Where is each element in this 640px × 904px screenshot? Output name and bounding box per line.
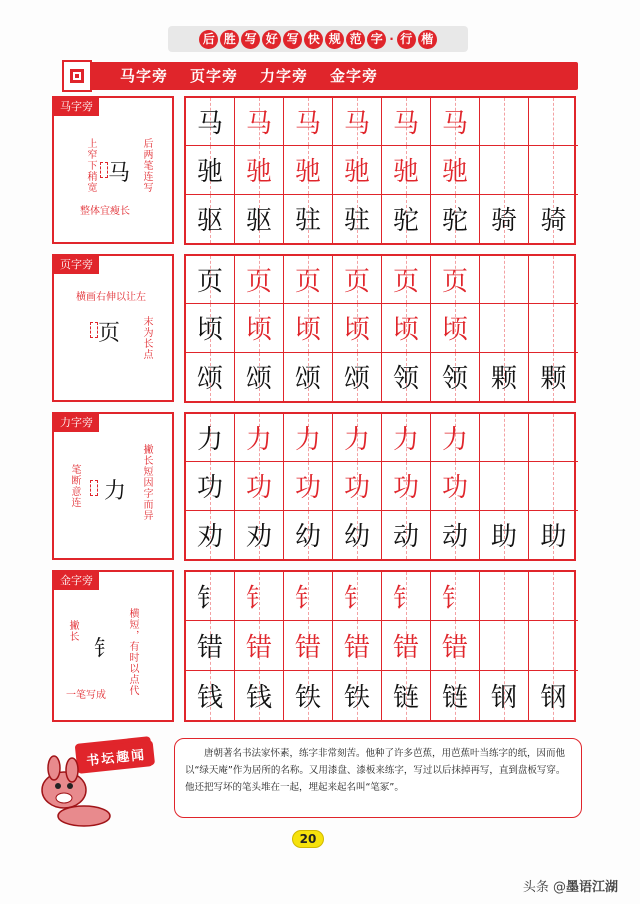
practice-cell (480, 256, 529, 304)
practice-cell (235, 146, 284, 194)
practice-cell (480, 621, 529, 670)
practice-cell (382, 304, 431, 352)
guide-mark (90, 322, 98, 338)
guide-note-bottom: 整体宜瘦长 (80, 206, 130, 217)
practice-cell (235, 671, 284, 720)
practice-cell (382, 671, 431, 720)
radical-sample: 钅 (94, 637, 117, 662)
practice-cell (235, 195, 284, 243)
radical-guide-jin (52, 570, 174, 722)
practice-cell (480, 98, 529, 146)
practice-char: 力 (196, 425, 223, 456)
watermark-name: 墨语江湖 (565, 880, 618, 895)
guide-note-top: 横画右伸以让左 (76, 292, 146, 303)
radical-sample: 马 (108, 161, 131, 186)
practice-char: 颗 (540, 364, 567, 395)
guide-note-bottom: 一笔写成 (66, 690, 106, 701)
practice-char: 助 (540, 522, 567, 553)
banner-char: 规 (325, 30, 344, 49)
practice-char: 页 (196, 267, 223, 298)
practice-char: 错 (441, 632, 468, 663)
practice-char: 链 (392, 682, 419, 713)
practice-char: 力 (441, 425, 468, 456)
practice-cell (480, 462, 529, 510)
practice-cell (235, 353, 284, 401)
practice-cell (382, 621, 431, 670)
guide-note-left: 上窄下稍宽 (85, 138, 96, 193)
practice-cell (480, 671, 529, 720)
practice-cell (284, 146, 333, 194)
title-item: 马字旁 (120, 67, 169, 85)
banner-char: 胜 (220, 30, 239, 49)
practice-cell (186, 462, 235, 510)
practice-char: 链 (441, 682, 468, 713)
banner-char: 行 (397, 30, 416, 49)
practice-cell (431, 462, 480, 510)
practice-char: 劝 (196, 522, 223, 553)
practice-cell (480, 511, 529, 559)
practice-cell (382, 98, 431, 146)
title-square-icon (62, 60, 92, 92)
practice-char: 颂 (245, 364, 272, 395)
practice-cell (480, 304, 529, 352)
banner-char: 写 (283, 30, 302, 49)
practice-char: 页 (343, 267, 370, 298)
guide-note-right: 横短，有时以点代 (127, 608, 138, 696)
practice-char: 力 (294, 425, 321, 456)
practice-cell (431, 146, 480, 194)
practice-char: 力 (392, 425, 419, 456)
practice-grid-jin (184, 570, 576, 722)
lesson-title (120, 64, 378, 88)
title-item: 页字旁 (190, 67, 239, 85)
practice-cell (431, 671, 480, 720)
watermark (523, 876, 618, 895)
practice-grid-ma (184, 96, 576, 245)
practice-cell (235, 256, 284, 304)
story-text: 唐朝著名书法家怀素，练字非常刻苦。他种了许多芭蕉，用芭蕉叶当练字的纸，因而他以“绿天庵”作为居所的名称。又用漆盘、漆板来练字，写过以后抹掉再写，直到盘板写穿。他还把写坏的笔头堆在一起，埋起来起名叫“笔冢”。 (174, 738, 582, 818)
practice-cell (529, 353, 578, 401)
practice-cell (235, 414, 284, 462)
practice-char: 钱 (245, 682, 272, 713)
practice-cell (284, 414, 333, 462)
practice-cell (529, 256, 578, 304)
practice-cell (529, 511, 578, 559)
practice-cell (186, 511, 235, 559)
practice-cell (480, 353, 529, 401)
practice-cell (333, 195, 382, 243)
practice-cell (186, 572, 235, 621)
practice-cell (333, 671, 382, 720)
practice-char: 驰 (196, 157, 223, 188)
practice-cell (284, 353, 333, 401)
practice-char: 错 (392, 632, 419, 663)
practice-cell (480, 572, 529, 621)
radical-tab: 马字旁 (54, 98, 99, 116)
guide-note-right: 末为长点 (141, 316, 152, 360)
practice-char: 驱 (245, 206, 272, 237)
practice-char: 力 (343, 425, 370, 456)
page-number: 20 (292, 830, 324, 848)
practice-cell (235, 462, 284, 510)
practice-cell (333, 572, 382, 621)
practice-char: 驰 (441, 157, 468, 188)
practice-cell (333, 414, 382, 462)
practice-char: 错 (245, 632, 272, 663)
practice-char: 颂 (343, 364, 370, 395)
banner-char: 好 (262, 30, 281, 49)
practice-cell (186, 414, 235, 462)
practice-char: 骑 (490, 206, 517, 237)
practice-cell (284, 98, 333, 146)
series-banner (168, 26, 468, 52)
watermark-prefix: 头条 @ (522, 880, 566, 895)
radical-sample: 力 (104, 479, 127, 504)
banner-char: 字 (367, 30, 386, 49)
practice-cell (529, 414, 578, 462)
practice-cell (284, 511, 333, 559)
practice-cell (284, 256, 333, 304)
practice-char: 功 (294, 473, 321, 504)
practice-cell (284, 621, 333, 670)
practice-char: 钱 (196, 682, 223, 713)
practice-grid-ye (184, 254, 576, 403)
practice-cell (186, 195, 235, 243)
practice-char: 页 (245, 267, 272, 298)
practice-cell (382, 511, 431, 559)
practice-char: 驰 (294, 157, 321, 188)
practice-cell (382, 572, 431, 621)
practice-char: 页 (294, 267, 321, 298)
practice-char: 颗 (490, 364, 517, 395)
title-item: 金字旁 (330, 67, 379, 85)
radical-guide-ma (52, 96, 174, 244)
practice-cell (284, 572, 333, 621)
practice-char: 劝 (245, 522, 272, 553)
practice-char: 驻 (343, 206, 370, 237)
practice-cell (235, 304, 284, 352)
practice-cell (235, 511, 284, 559)
title-item: 力字旁 (260, 67, 309, 85)
practice-char: 助 (490, 522, 517, 553)
practice-char: 马 (294, 109, 321, 140)
practice-char: 幼 (343, 522, 370, 553)
practice-char: 驰 (392, 157, 419, 188)
practice-char: 钢 (540, 682, 567, 713)
practice-cell (382, 353, 431, 401)
guide-note-right: 撇长短因字而异 (141, 444, 152, 521)
practice-cell (431, 572, 480, 621)
practice-char: 顷 (343, 315, 370, 346)
radical-tab: 金字旁 (54, 572, 99, 590)
practice-cell (431, 256, 480, 304)
radical-guide-li (52, 412, 174, 560)
practice-cell (333, 304, 382, 352)
guide-note-left: 撇长 (67, 620, 78, 642)
practice-char: 马 (392, 109, 419, 140)
practice-cell (186, 146, 235, 194)
practice-char: 驻 (294, 206, 321, 237)
practice-cell (235, 572, 284, 621)
practice-char: 铁 (294, 682, 321, 713)
practice-char: 顷 (441, 315, 468, 346)
practice-char: 钅 (196, 583, 223, 614)
practice-char: 钅 (343, 583, 370, 614)
practice-char: 顷 (294, 315, 321, 346)
practice-cell (333, 511, 382, 559)
practice-cell (186, 621, 235, 670)
practice-cell (529, 671, 578, 720)
practice-cell (186, 98, 235, 146)
practice-cell (529, 621, 578, 670)
practice-char: 顷 (196, 315, 223, 346)
banner-char: 范 (346, 30, 365, 49)
practice-cell (382, 146, 431, 194)
practice-cell (480, 195, 529, 243)
practice-cell (431, 621, 480, 670)
practice-cell (431, 414, 480, 462)
practice-cell (431, 98, 480, 146)
practice-cell (284, 195, 333, 243)
practice-char: 功 (441, 473, 468, 504)
practice-char: 动 (441, 522, 468, 553)
practice-char: 驰 (343, 157, 370, 188)
practice-cell (382, 462, 431, 510)
practice-cell (186, 353, 235, 401)
practice-char: 钅 (392, 583, 419, 614)
practice-char: 领 (392, 364, 419, 395)
practice-cell (431, 304, 480, 352)
practice-cell (333, 256, 382, 304)
practice-cell (186, 256, 235, 304)
practice-cell (235, 621, 284, 670)
practice-cell (382, 256, 431, 304)
practice-char: 动 (392, 522, 419, 553)
practice-cell (186, 304, 235, 352)
practice-char: 页 (441, 267, 468, 298)
practice-cell (431, 511, 480, 559)
practice-cell (431, 353, 480, 401)
practice-char: 领 (441, 364, 468, 395)
practice-char: 驰 (245, 157, 272, 188)
practice-char: 颂 (196, 364, 223, 395)
banner-dot: · (389, 32, 394, 46)
practice-cell (284, 671, 333, 720)
practice-char: 错 (196, 632, 223, 663)
guide-mark (90, 480, 98, 496)
practice-char: 功 (392, 473, 419, 504)
practice-cell (333, 621, 382, 670)
practice-cell (284, 462, 333, 510)
practice-char: 力 (245, 425, 272, 456)
practice-cell (529, 146, 578, 194)
practice-cell (480, 146, 529, 194)
practice-cell (382, 195, 431, 243)
practice-cell (431, 195, 480, 243)
radical-tab: 力字旁 (54, 414, 99, 432)
practice-char: 钢 (490, 682, 517, 713)
story-title: 书坛趣闻 (77, 740, 155, 773)
practice-cell (333, 146, 382, 194)
radical-sample: 页 (98, 321, 121, 346)
practice-cell (529, 98, 578, 146)
guide-mark (100, 162, 108, 178)
banner-char: 后 (199, 30, 218, 49)
practice-cell (235, 98, 284, 146)
practice-char: 马 (441, 109, 468, 140)
practice-char: 功 (245, 473, 272, 504)
practice-char: 幼 (294, 522, 321, 553)
practice-char: 页 (392, 267, 419, 298)
practice-char: 钅 (245, 583, 272, 614)
practice-char: 功 (343, 473, 370, 504)
banner-char: 写 (241, 30, 260, 49)
practice-char: 马 (196, 109, 223, 140)
practice-cell (284, 304, 333, 352)
practice-char: 钅 (441, 583, 468, 614)
practice-char: 驼 (392, 206, 419, 237)
practice-cell (333, 98, 382, 146)
practice-grid-li (184, 412, 576, 561)
practice-char: 钅 (294, 583, 321, 614)
practice-cell (186, 671, 235, 720)
practice-char: 错 (343, 632, 370, 663)
radical-guide-ye (52, 254, 174, 402)
practice-char: 铁 (343, 682, 370, 713)
practice-cell (529, 304, 578, 352)
guide-note-right: 后两笔连写 (141, 138, 152, 193)
practice-char: 顷 (392, 315, 419, 346)
practice-cell (333, 353, 382, 401)
practice-char: 功 (196, 473, 223, 504)
practice-char: 马 (245, 109, 272, 140)
practice-char: 顷 (245, 315, 272, 346)
practice-char: 骑 (540, 206, 567, 237)
practice-cell (382, 414, 431, 462)
guide-note-left: 笔断意连 (69, 464, 80, 508)
practice-cell (529, 195, 578, 243)
radical-tab: 页字旁 (54, 256, 99, 274)
practice-char: 颂 (294, 364, 321, 395)
practice-char: 马 (343, 109, 370, 140)
banner-char: 楷 (418, 30, 437, 49)
practice-cell (480, 414, 529, 462)
practice-char: 错 (294, 632, 321, 663)
practice-cell (529, 572, 578, 621)
banner-char: 快 (304, 30, 323, 49)
practice-char: 驱 (196, 206, 223, 237)
practice-cell (529, 462, 578, 510)
practice-cell (333, 462, 382, 510)
practice-char: 驼 (441, 206, 468, 237)
